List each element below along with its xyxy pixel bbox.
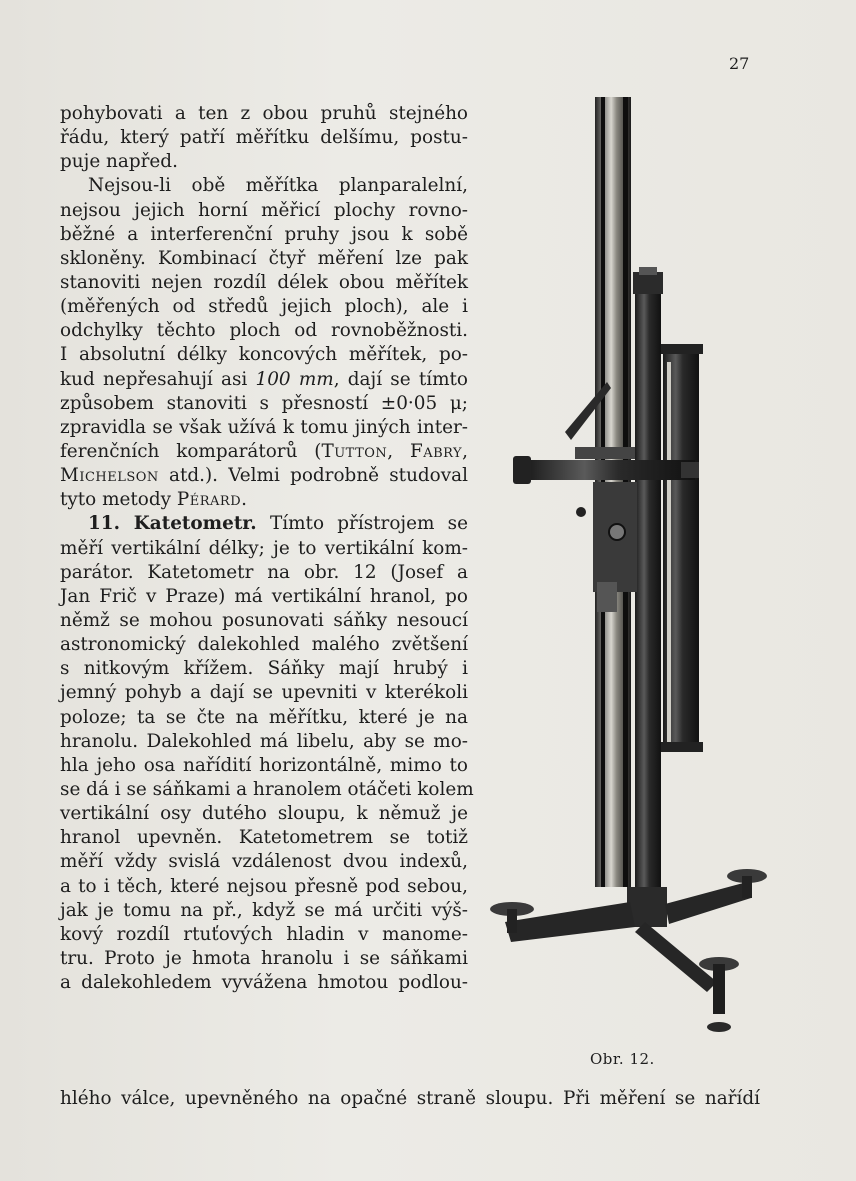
- text-line: parátor. Katetometr na obr. 12 (Josef a: [60, 561, 468, 583]
- text-run: ,: [387, 440, 410, 462]
- text-line: [60, 488, 468, 512]
- text-run: Tímto přístrojem se: [256, 513, 468, 535]
- text-line: hla jeho osa nařídití horizontálně, mimo to: [60, 754, 468, 776]
- text-line: skloněny. Kombinací čtyř měření lze pak: [60, 247, 468, 269]
- text-line: s nitkovým křížem. Sáňky mají hrubý i: [60, 658, 468, 680]
- text-column: [60, 102, 474, 995]
- text-line: a dalekohledem vyvážena hmotou podlou-: [60, 972, 468, 994]
- text-line: Jan Frič v Praze) má vertikální hranol, po: [60, 585, 468, 607]
- text-line: Nejsou-li obě měřítka planparalelní,: [88, 175, 468, 197]
- text-run: atd.). Velmi podrobně studoval: [158, 465, 468, 487]
- unit-italic: 100 mm: [255, 368, 334, 390]
- figure-caption: Obr. 12.: [590, 1050, 655, 1068]
- text-line: běžné a interferenční pruhy jsou k sobě: [60, 223, 468, 245]
- text-line: [60, 464, 468, 488]
- text-line: [60, 368, 468, 392]
- text-line: [60, 440, 468, 464]
- text-line: astronomický dalekohled malého zvětšení: [60, 634, 468, 656]
- text-line: hranol upevněn. Katetometrem se totiž: [60, 827, 468, 849]
- text-line: měří vertikální délky; je to vertikální kom-: [60, 537, 468, 559]
- author-name: Pérard: [176, 489, 242, 511]
- text-run: .: [241, 489, 248, 511]
- text-line: zpravidla se však užívá k tomu jiných inter-: [60, 416, 468, 438]
- text-line: poloze; ta se čte na měřítku, které je na: [60, 706, 468, 728]
- author-name: Fabry: [409, 440, 463, 462]
- text-line: puje napřed.: [60, 151, 178, 173]
- page-number: 27: [729, 54, 750, 73]
- counterweight-cylinder: [659, 344, 703, 752]
- text-line: jemný pohyb a dají se upevniti v kterékoli: [60, 682, 468, 704]
- text-line: tru. Proto je hmota hranolu i se sáňkami: [60, 947, 468, 969]
- text-line: (měřených od středů jejich ploch), ale i: [60, 296, 468, 318]
- section-heading-line: [60, 512, 468, 536]
- section-heading: 11. Katetometr.: [88, 513, 257, 535]
- text-run: ferenčních komparátorů (: [60, 440, 322, 462]
- text-line: kový rozdíl rtuťových hladin v manome-: [60, 923, 468, 945]
- text-line: nejsou jejich horní měřicí plochy rovno-: [60, 199, 468, 221]
- author-name: Michelson: [60, 465, 159, 487]
- tripod-base: [490, 869, 767, 1032]
- text-run: , dají se tímto: [333, 368, 469, 390]
- text-line: řádu, který patří měřítku delšímu, postu-: [60, 127, 468, 149]
- text-line: odchylky těchto ploch od rovnoběžnosti.: [60, 320, 468, 342]
- text-line: a to i těch, které nejsou přesně pod sebou,: [60, 875, 468, 897]
- text-line: měří vždy svislá vzdálenost dvou indexů,: [60, 851, 468, 873]
- text-line: němž se mohou posunovati sáňky nesoucí: [60, 609, 468, 631]
- text-line: způsobem stanoviti s přesností ±0·05 μ;: [60, 392, 468, 414]
- text-line: jak je tomu na př., když se má určiti výš-: [60, 899, 468, 921]
- text-line-full-width: hlého válce, upevněného na opačné straně sloupu. Při měření se nařídí: [60, 1088, 760, 1109]
- text-run: ,: [462, 440, 468, 462]
- text-line: vertikální osy dutého sloupu, k němuž je: [60, 803, 468, 825]
- text-line: pohybovati a ten z obou pruhů stejného: [60, 103, 468, 124]
- text-run: kud nepřesahují asi: [60, 368, 256, 390]
- text-line: se dá i se sáňkami a hranolem otáčeti kolem: [60, 778, 474, 800]
- text-line: I absolutní délky koncových měřítek, po-: [60, 344, 468, 366]
- hollow-column: [633, 267, 663, 892]
- text-line: hranolu. Dalekohled má libelu, aby se mo-: [60, 730, 468, 752]
- text-run: tyto metody: [60, 489, 177, 511]
- text-line: stanoviti nejen rozdíl délek obou měřítek: [60, 271, 468, 293]
- cathetometer-illustration: [485, 92, 775, 1052]
- author-name: Tutton: [321, 440, 388, 462]
